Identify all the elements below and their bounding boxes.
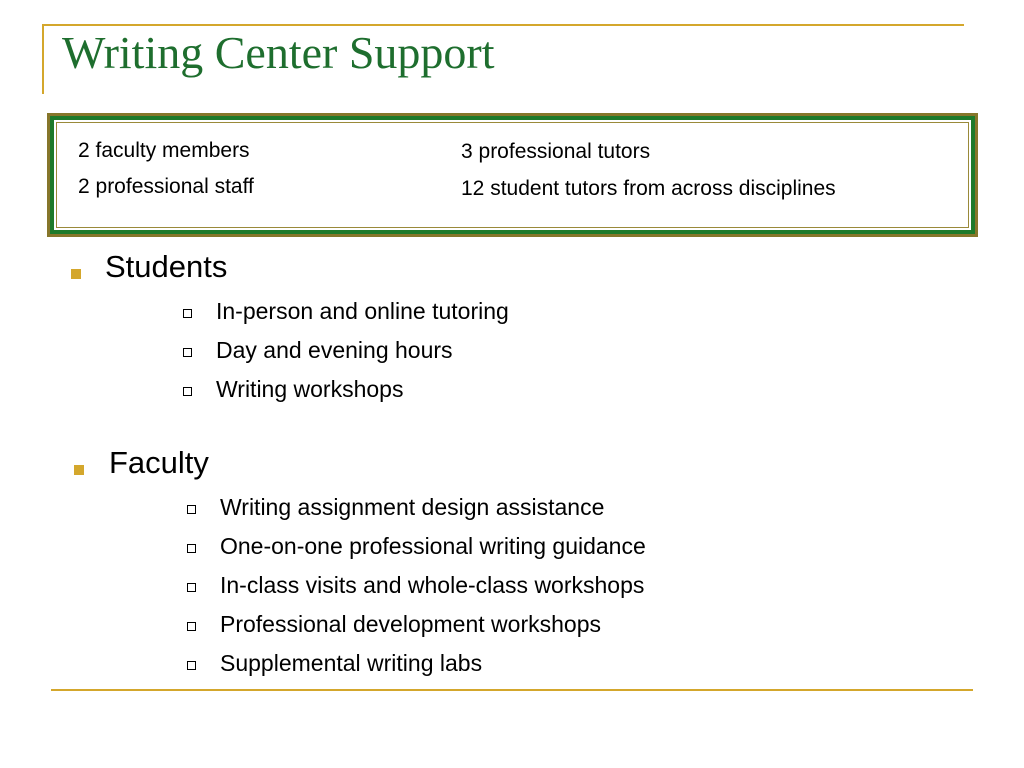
checkbox-bullet-icon xyxy=(183,348,192,357)
staff-right-line-1: 3 professional tutors xyxy=(461,140,651,163)
faculty-item: Professional development workshops xyxy=(220,611,601,637)
students-heading: Students xyxy=(105,249,228,284)
checkbox-bullet-icon xyxy=(187,661,196,670)
students-item: Day and evening hours xyxy=(216,337,453,363)
staff-left-line-2: 2 professional staff xyxy=(78,175,254,198)
staff-right-line-2: 12 student tutors from across disciplines xyxy=(461,177,836,200)
students-item: In-person and online tutoring xyxy=(216,298,509,324)
staff-box-content xyxy=(56,122,969,228)
checkbox-bullet-icon xyxy=(187,544,196,553)
checkbox-bullet-icon xyxy=(183,309,192,318)
faculty-item: Supplemental writing labs xyxy=(220,650,483,676)
staff-left-line-1: 2 faculty members xyxy=(78,139,250,162)
staff-box-border xyxy=(50,116,975,234)
checkbox-bullet-icon xyxy=(187,583,196,592)
students-bullet xyxy=(71,269,81,279)
slide-title: Writing Center Support xyxy=(62,27,495,78)
faculty-item: In-class visits and whole-class workshops xyxy=(220,572,645,598)
faculty-heading: Faculty xyxy=(109,445,209,480)
students-item: Writing workshops xyxy=(216,376,404,402)
checkbox-bullet-icon xyxy=(187,505,196,514)
faculty-item: One-on-one professional writing guidance xyxy=(220,533,646,559)
faculty-bullet xyxy=(74,465,84,475)
left-accent-rule xyxy=(42,24,44,94)
faculty-item: Writing assignment design assistance xyxy=(220,494,605,520)
staff-box xyxy=(47,113,978,237)
checkbox-bullet-icon xyxy=(183,387,192,396)
checkbox-bullet-icon xyxy=(187,622,196,631)
bottom-accent-rule xyxy=(51,689,973,691)
